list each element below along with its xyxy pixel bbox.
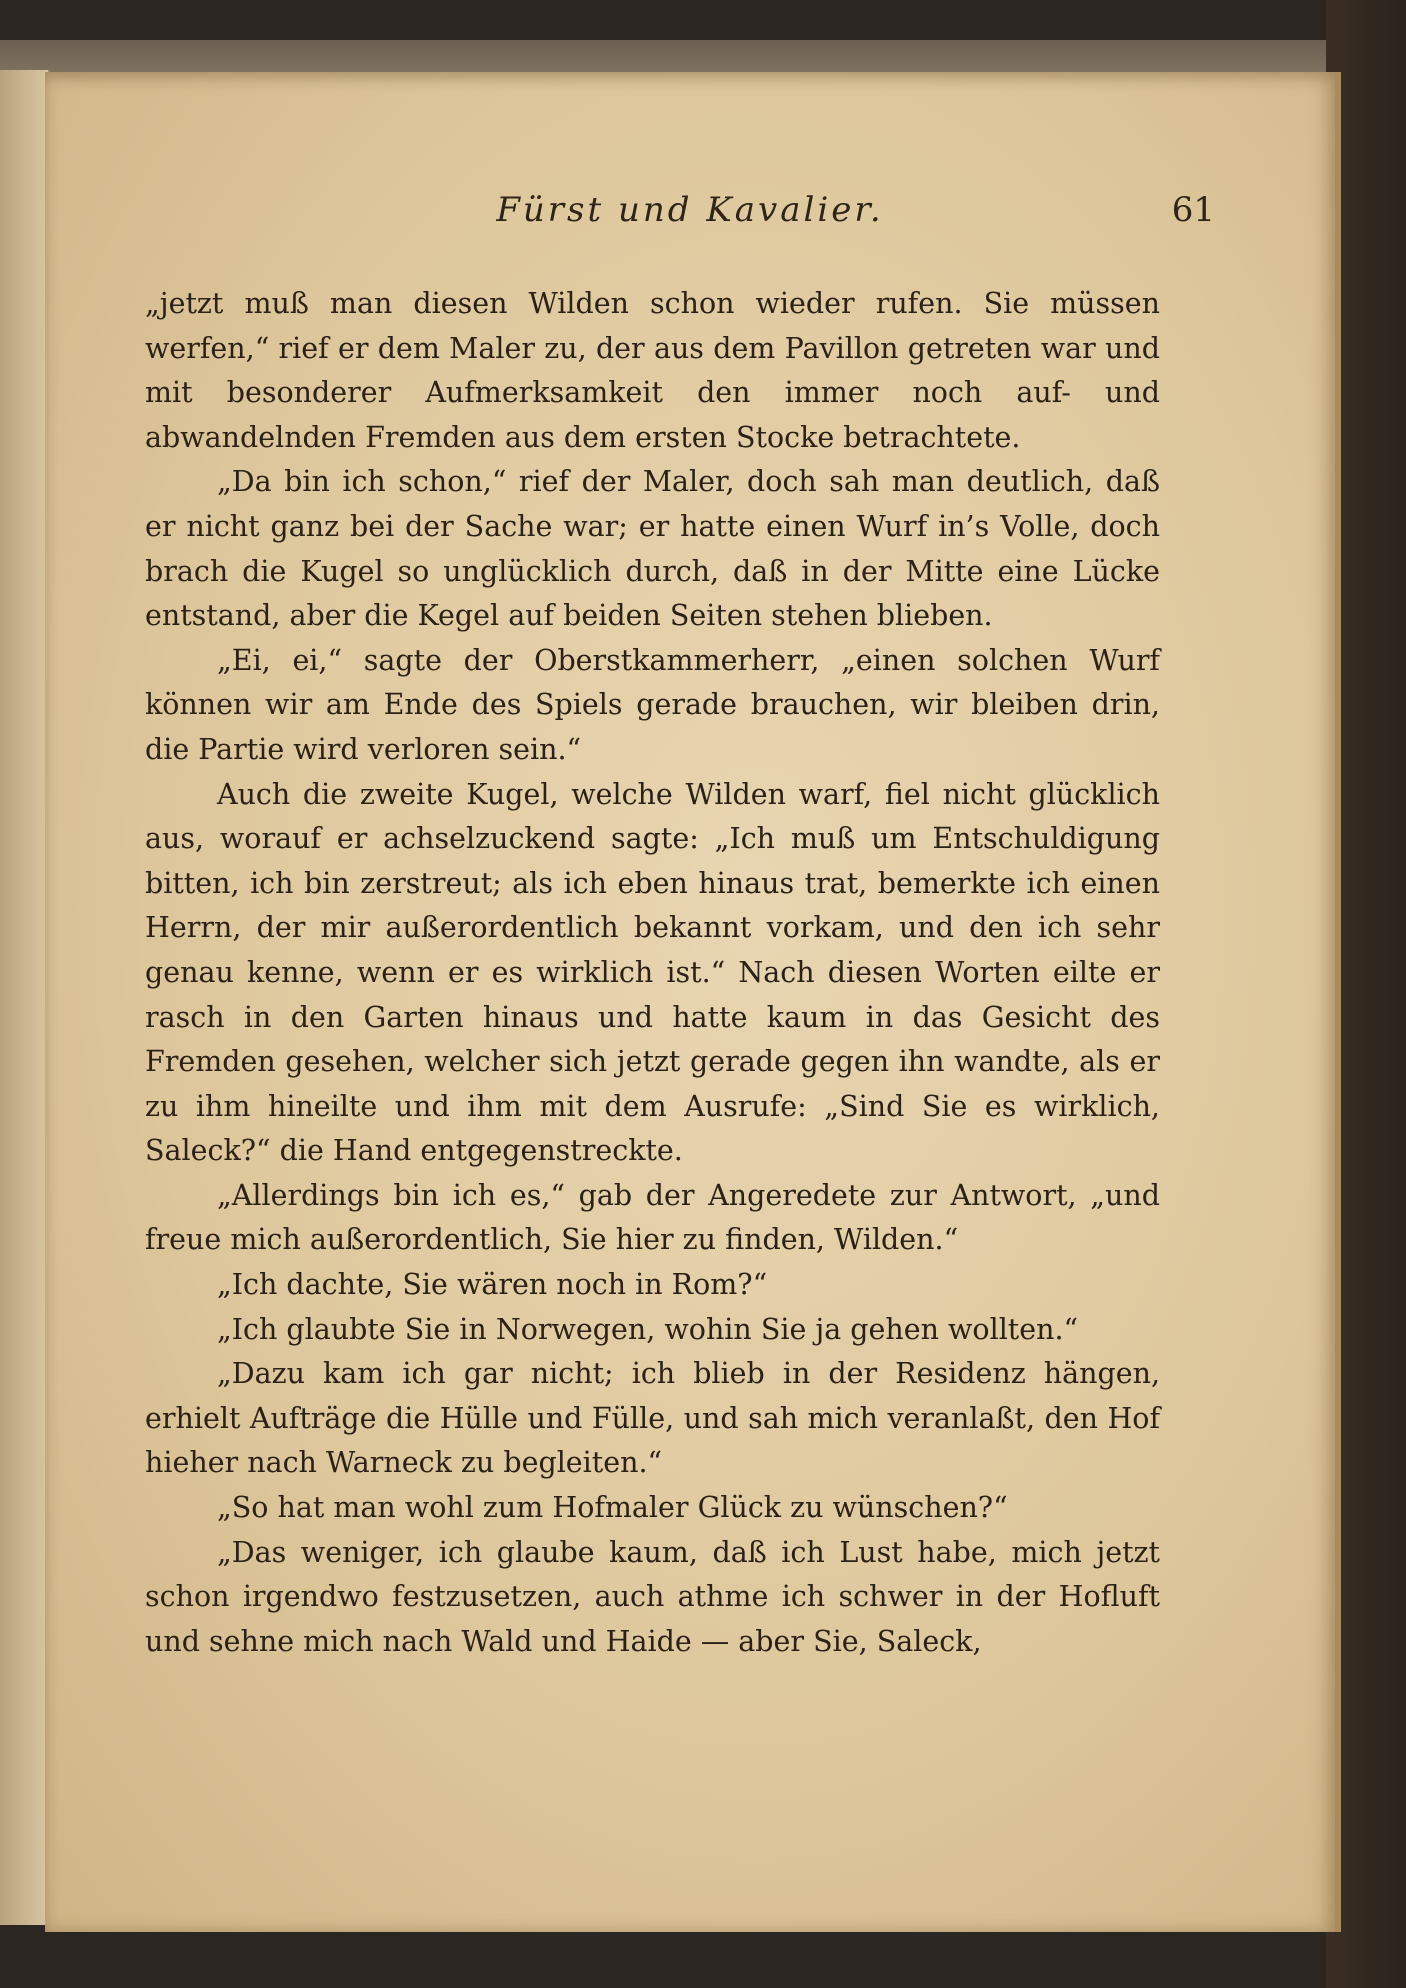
paragraph: „Allerdings bin ich es,“ gab der Angeredete zur Antwort, „und freue mich außerordentlich, Sie hier zu finden, Wilden.“ — [145, 1178, 1160, 1257]
facing-page-edge — [0, 70, 50, 1925]
paragraph: „Das weniger, ich glaube kaum, daß ich Lust habe, mich jetzt schon irgendwo festzusetzen, auch athme ich schwer in der Hofluft und sehne mich nach Wald und Haide — aber Sie, Saleck, — [145, 1535, 1160, 1658]
paragraph: „Ich glaubte Sie in Norwegen, wohin Sie ja gehen wollten.“ — [217, 1312, 1079, 1346]
paragraph: „Da bin ich schon,“ rief der Maler, doch sah man deutlich, daß er nicht ganz bei der Sache war; er hatte einen Wurf in’s Volle, doch brach die Kugel so unglücklich durch, daß in der Mitte eine Lücke entstand, aber die Kegel auf beiden Seiten stehen blieben. — [145, 465, 1160, 633]
paragraph: „Ich dachte, Sie wären noch in Rom?“ — [217, 1268, 768, 1302]
page-number: 61 — [1171, 190, 1215, 230]
book-page — [45, 72, 1341, 1932]
paragraph: Auch die zweite Kugel, welche Wilden warf, fiel nicht glücklich aus, worauf er achselzuckend sagte: „Ich muß um Entschuldigung bitten, ich bin zerstreut; als ich eben hinaus trat, bemerkte ich einen Herrn, der mir außerordentlich bekannt vorkam, und den ich sehr genau kenne, wenn er es wirklich ist.“ Nach diesen Worten eilte er rasch in den Garten hinaus und hatte kaum in das Gesicht des Fremden gesehen, welcher sich jetzt gerade gegen ihn wandte, als er zu ihm hineilte und ihm mit dem Ausrufe: „Sind Sie es wirklich, Saleck?“ die Hand entgegenstreckte. — [145, 777, 1160, 1168]
paragraph: „So hat man wohl zum Hofmaler Glück zu wünschen?“ — [217, 1491, 1008, 1525]
running-title: Fürst und Kavalier. — [496, 190, 884, 230]
paragraph: „Dazu kam ich gar nicht; ich blieb in der Residenz hängen, erhielt Aufträge die Hülle und Fülle, und sah mich veranlaßt, den Hof hieher nach Warneck zu begleiten.“ — [145, 1357, 1160, 1480]
paragraph: „Ei, ei,“ sagte der Oberstkammerherr, „einen solchen Wurf können wir am Ende des Spiels gerade brauchen, wir bleiben drin, die Partie wird verloren sein.“ — [145, 643, 1160, 766]
paragraph: „jetzt muß man diesen Wilden schon wieder rufen. Sie müssen werfen,“ rief er dem Maler zu, der aus dem Pavillon getreten war und mit besonderer Aufmerksamkeit den immer noch auf- und abwandelnden Fremden aus dem ersten Stocke betrachtete. — [145, 287, 1160, 454]
page-header — [105, 190, 1275, 250]
body-text — [145, 282, 1160, 1664]
